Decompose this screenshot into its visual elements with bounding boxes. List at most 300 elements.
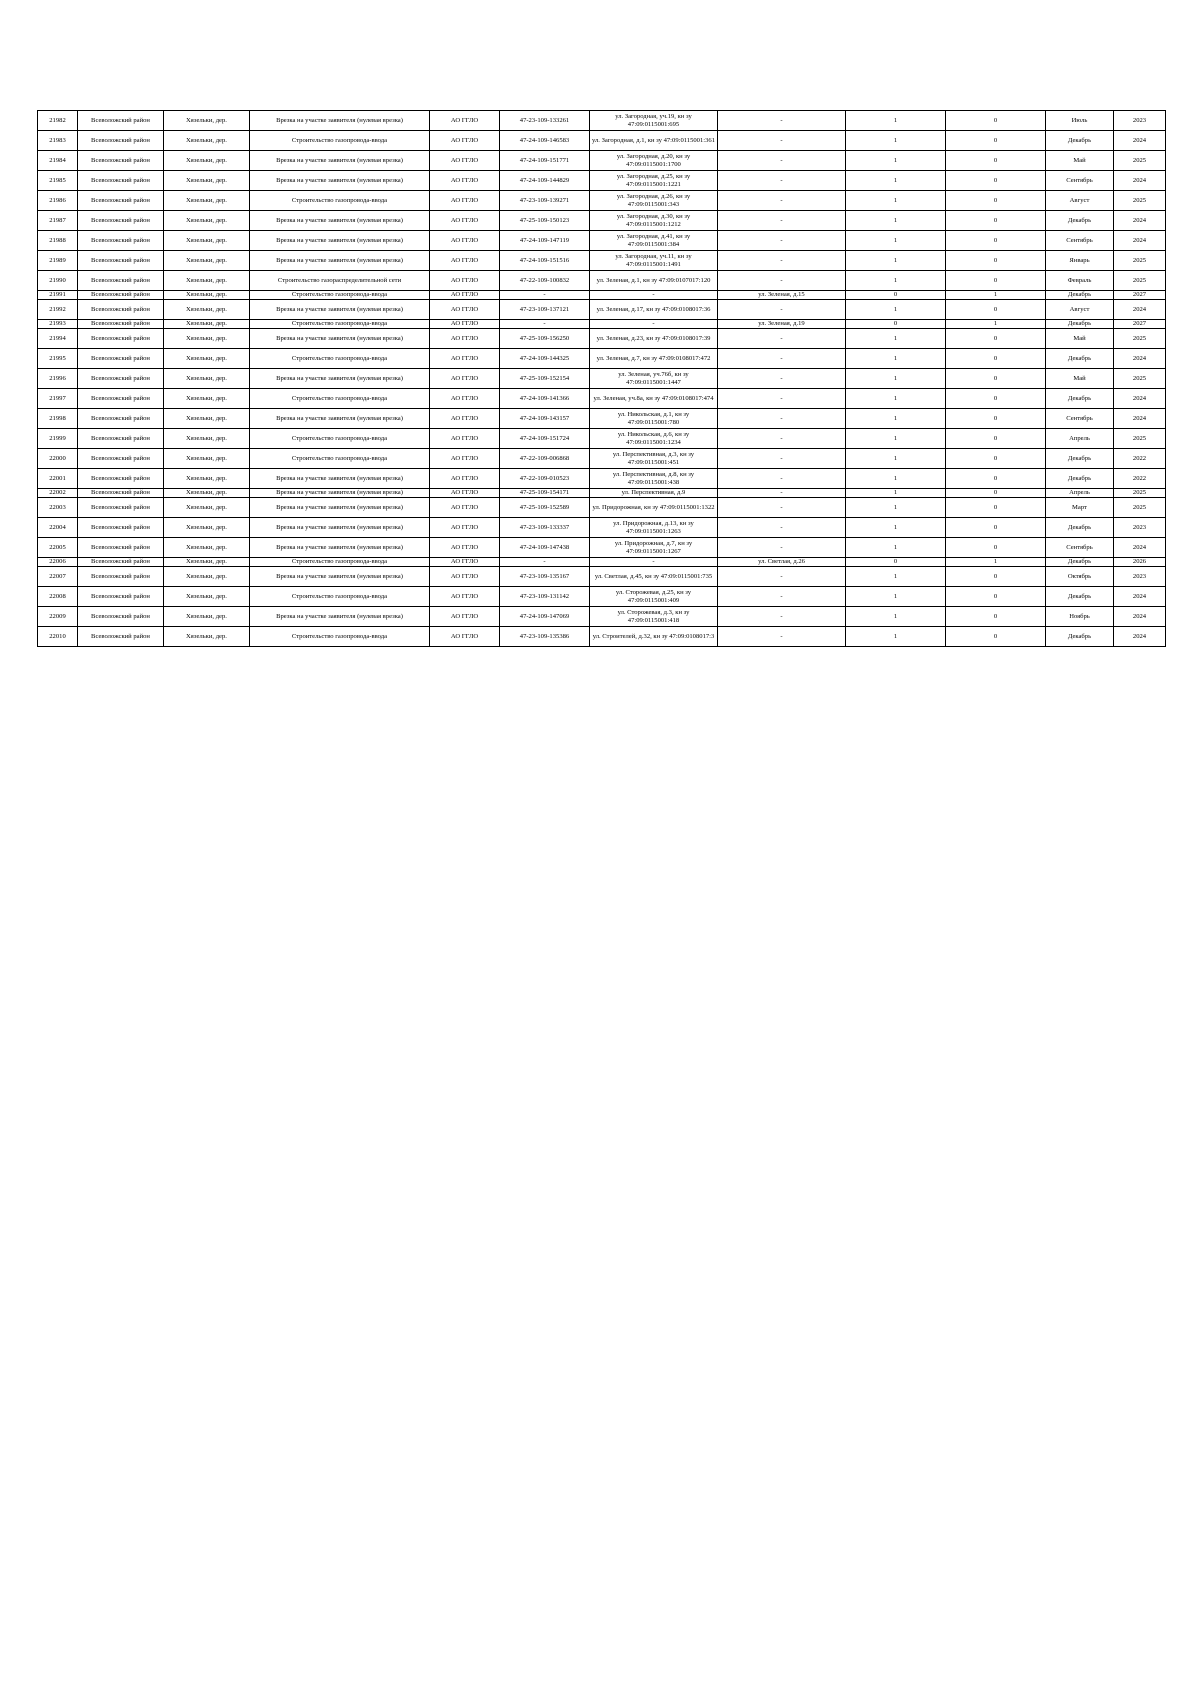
- request-number-cell: 47-23-109-133337: [500, 518, 590, 538]
- table-row: [38, 151, 1166, 171]
- month-cell: Сентябрь: [1046, 409, 1114, 429]
- planned-address-cell: -: [718, 449, 846, 469]
- work-type-cell: Врезка на участке заявителя (нулевая врезка): [250, 607, 430, 627]
- address-cadastral-cell: ул. Загородная, уч.19, кн зу 47:09:0115001:695: [590, 111, 718, 131]
- table-row: [38, 449, 1166, 469]
- year-cell: 2025: [1114, 489, 1166, 498]
- address-cadastral-cell: ул. Загородная, д.41, кн зу 47:09:0115001:384: [590, 231, 718, 251]
- year-cell: 2024: [1114, 587, 1166, 607]
- organization-cell: АО ГГЛО: [430, 131, 500, 151]
- address-cadastral-cell: ул. Светлая, д.45, кн зу 47:09:0115001:735: [590, 567, 718, 587]
- settlement-cell: Хязельки, дер.: [164, 329, 250, 349]
- address-cadastral-cell: ул. Зеленая, д.7, кн зу 47:09:0108017:472: [590, 349, 718, 369]
- count-b-cell: 0: [946, 489, 1046, 498]
- row-number-cell: 21983: [38, 131, 78, 151]
- count-b-cell: 0: [946, 271, 1046, 291]
- settlement-cell: Хязельки, дер.: [164, 251, 250, 271]
- count-a-cell: 1: [846, 469, 946, 489]
- request-number-cell: 47-24-109-151516: [500, 251, 590, 271]
- district-cell: Всеволожский район: [78, 320, 164, 329]
- settlement-cell: Хязельки, дер.: [164, 429, 250, 449]
- count-a-cell: 1: [846, 607, 946, 627]
- district-cell: Всеволожский район: [78, 231, 164, 251]
- organization-cell: АО ГГЛО: [430, 291, 500, 300]
- count-b-cell: 0: [946, 538, 1046, 558]
- table-row: [38, 607, 1166, 627]
- district-cell: Всеволожский район: [78, 291, 164, 300]
- row-number-cell: 21994: [38, 329, 78, 349]
- count-b-cell: 0: [946, 171, 1046, 191]
- work-type-cell: Строительство газопровода-ввода: [250, 558, 430, 567]
- work-type-cell: Врезка на участке заявителя (нулевая врезка): [250, 489, 430, 498]
- month-cell: Ноябрь: [1046, 607, 1114, 627]
- settlement-cell: Хязельки, дер.: [164, 449, 250, 469]
- district-cell: Всеволожский район: [78, 558, 164, 567]
- row-number-cell: 22005: [38, 538, 78, 558]
- table-row: [38, 231, 1166, 251]
- count-b-cell: 0: [946, 429, 1046, 449]
- settlement-cell: Хязельки, дер.: [164, 320, 250, 329]
- address-cadastral-cell: ул. Зеленая, д.23, кн зу 47:09:0108017:39: [590, 329, 718, 349]
- count-b-cell: 0: [946, 469, 1046, 489]
- row-number-cell: 21993: [38, 320, 78, 329]
- count-b-cell: 0: [946, 627, 1046, 647]
- planned-address-cell: -: [718, 489, 846, 498]
- address-cadastral-cell: ул. Зеленая, д.17, кн зу 47:09:0108017:36: [590, 300, 718, 320]
- request-number-cell: 47-25-109-150123: [500, 211, 590, 231]
- settlement-cell: Хязельки, дер.: [164, 538, 250, 558]
- planned-address-cell: ул. Зеленая, д.19: [718, 320, 846, 329]
- district-cell: Всеволожский район: [78, 111, 164, 131]
- district-cell: Всеволожский район: [78, 607, 164, 627]
- district-cell: Всеволожский район: [78, 498, 164, 518]
- year-cell: 2024: [1114, 300, 1166, 320]
- district-cell: Всеволожский район: [78, 538, 164, 558]
- planned-address-cell: -: [718, 469, 846, 489]
- year-cell: 2025: [1114, 151, 1166, 171]
- table-row: [38, 538, 1166, 558]
- district-cell: Всеволожский район: [78, 567, 164, 587]
- year-cell: 2022: [1114, 469, 1166, 489]
- year-cell: 2024: [1114, 607, 1166, 627]
- month-cell: Декабрь: [1046, 320, 1114, 329]
- work-type-cell: Строительство газопровода-ввода: [250, 627, 430, 647]
- count-b-cell: 0: [946, 349, 1046, 369]
- request-number-cell: 47-24-109-151724: [500, 429, 590, 449]
- count-b-cell: 0: [946, 329, 1046, 349]
- address-cadastral-cell: -: [590, 558, 718, 567]
- year-cell: 2026: [1114, 558, 1166, 567]
- request-number-cell: -: [500, 558, 590, 567]
- settlement-cell: Хязельки, дер.: [164, 171, 250, 191]
- organization-cell: АО ГГЛО: [430, 627, 500, 647]
- planned-address-cell: -: [718, 607, 846, 627]
- month-cell: Сентябрь: [1046, 231, 1114, 251]
- count-b-cell: 0: [946, 151, 1046, 171]
- table-row: [38, 329, 1166, 349]
- month-cell: Декабрь: [1046, 291, 1114, 300]
- month-cell: Май: [1046, 369, 1114, 389]
- row-number-cell: 21999: [38, 429, 78, 449]
- month-cell: Декабрь: [1046, 131, 1114, 151]
- district-cell: Всеволожский район: [78, 469, 164, 489]
- planned-address-cell: -: [718, 518, 846, 538]
- organization-cell: АО ГГЛО: [430, 211, 500, 231]
- work-type-cell: Врезка на участке заявителя (нулевая врезка): [250, 111, 430, 131]
- month-cell: Октябрь: [1046, 567, 1114, 587]
- settlement-cell: Хязельки, дер.: [164, 231, 250, 251]
- row-number-cell: 22001: [38, 469, 78, 489]
- count-b-cell: 0: [946, 409, 1046, 429]
- settlement-cell: Хязельки, дер.: [164, 151, 250, 171]
- year-cell: 2024: [1114, 231, 1166, 251]
- planned-address-cell: -: [718, 587, 846, 607]
- settlement-cell: Хязельки, дер.: [164, 498, 250, 518]
- work-type-cell: Строительство газопровода-ввода: [250, 429, 430, 449]
- planned-address-cell: -: [718, 271, 846, 291]
- planned-address-cell: -: [718, 498, 846, 518]
- settlement-cell: Хязельки, дер.: [164, 271, 250, 291]
- row-number-cell: 21988: [38, 231, 78, 251]
- planned-address-cell: -: [718, 567, 846, 587]
- year-cell: 2025: [1114, 191, 1166, 211]
- request-number-cell: 47-24-109-147119: [500, 231, 590, 251]
- count-b-cell: 0: [946, 191, 1046, 211]
- month-cell: Сентябрь: [1046, 171, 1114, 191]
- count-a-cell: 1: [846, 329, 946, 349]
- count-a-cell: 1: [846, 498, 946, 518]
- request-number-cell: 47-23-109-139271: [500, 191, 590, 211]
- address-cadastral-cell: ул. Зеленая, уч.76б, кн зу 47:09:0115001:1447: [590, 369, 718, 389]
- table-row: [38, 409, 1166, 429]
- row-number-cell: 21984: [38, 151, 78, 171]
- planned-address-cell: -: [718, 538, 846, 558]
- row-number-cell: 21996: [38, 369, 78, 389]
- month-cell: Апрель: [1046, 429, 1114, 449]
- document-page: [37, 110, 1165, 647]
- request-number-cell: 47-22-109-006868: [500, 449, 590, 469]
- month-cell: Декабрь: [1046, 449, 1114, 469]
- row-number-cell: 22006: [38, 558, 78, 567]
- count-a-cell: 1: [846, 518, 946, 538]
- count-a-cell: 1: [846, 409, 946, 429]
- planned-address-cell: -: [718, 349, 846, 369]
- row-number-cell: 22009: [38, 607, 78, 627]
- row-number-cell: 22007: [38, 567, 78, 587]
- settlement-cell: Хязельки, дер.: [164, 300, 250, 320]
- row-number-cell: 21987: [38, 211, 78, 231]
- count-a-cell: 0: [846, 320, 946, 329]
- month-cell: Май: [1046, 329, 1114, 349]
- count-b-cell: 0: [946, 111, 1046, 131]
- count-a-cell: 1: [846, 369, 946, 389]
- count-b-cell: 0: [946, 389, 1046, 409]
- organization-cell: АО ГГЛО: [430, 518, 500, 538]
- work-type-cell: Врезка на участке заявителя (нулевая врезка): [250, 231, 430, 251]
- table-row: [38, 291, 1166, 300]
- row-number-cell: 21998: [38, 409, 78, 429]
- table-row: [38, 469, 1166, 489]
- year-cell: 2024: [1114, 409, 1166, 429]
- address-cadastral-cell: -: [590, 320, 718, 329]
- address-cadastral-cell: ул. Придорожная, д.7, кн зу 47:09:0115001:1267: [590, 538, 718, 558]
- planned-address-cell: -: [718, 211, 846, 231]
- settlement-cell: Хязельки, дер.: [164, 409, 250, 429]
- work-type-cell: Строительство газопровода-ввода: [250, 320, 430, 329]
- count-a-cell: 1: [846, 627, 946, 647]
- district-cell: Всеволожский район: [78, 131, 164, 151]
- request-number-cell: 47-25-109-156250: [500, 329, 590, 349]
- row-number-cell: 22000: [38, 449, 78, 469]
- district-cell: Всеволожский район: [78, 389, 164, 409]
- planned-address-cell: -: [718, 409, 846, 429]
- settlement-cell: Хязельки, дер.: [164, 211, 250, 231]
- district-cell: Всеволожский район: [78, 191, 164, 211]
- planned-address-cell: -: [718, 111, 846, 131]
- table-row: [38, 429, 1166, 449]
- year-cell: 2024: [1114, 538, 1166, 558]
- district-cell: Всеволожский район: [78, 518, 164, 538]
- month-cell: Февраль: [1046, 271, 1114, 291]
- request-number-cell: 47-25-109-152589: [500, 498, 590, 518]
- count-a-cell: 0: [846, 291, 946, 300]
- request-number-cell: 47-25-109-152154: [500, 369, 590, 389]
- count-a-cell: 1: [846, 211, 946, 231]
- district-cell: Всеволожский район: [78, 329, 164, 349]
- settlement-cell: Хязельки, дер.: [164, 389, 250, 409]
- planned-address-cell: -: [718, 171, 846, 191]
- row-number-cell: 22008: [38, 587, 78, 607]
- request-number-cell: 47-24-109-147069: [500, 607, 590, 627]
- organization-cell: АО ГГЛО: [430, 251, 500, 271]
- address-cadastral-cell: ул. Никольская, д.6, кн зу 47:09:0115001:1234: [590, 429, 718, 449]
- settlement-cell: Хязельки, дер.: [164, 607, 250, 627]
- gas-connection-table: [37, 110, 1166, 647]
- district-cell: Всеволожский район: [78, 171, 164, 191]
- year-cell: 2022: [1114, 449, 1166, 469]
- organization-cell: АО ГГЛО: [430, 271, 500, 291]
- organization-cell: АО ГГЛО: [430, 300, 500, 320]
- count-b-cell: 0: [946, 211, 1046, 231]
- request-number-cell: -: [500, 291, 590, 300]
- planned-address-cell: -: [718, 131, 846, 151]
- count-a-cell: 1: [846, 171, 946, 191]
- count-b-cell: 0: [946, 251, 1046, 271]
- month-cell: Март: [1046, 498, 1114, 518]
- organization-cell: АО ГГЛО: [430, 369, 500, 389]
- address-cadastral-cell: ул. Сторожевая, д.25, кн зу 47:09:0115001:409: [590, 587, 718, 607]
- month-cell: Декабрь: [1046, 211, 1114, 231]
- work-type-cell: Врезка на участке заявителя (нулевая врезка): [250, 518, 430, 538]
- district-cell: Всеволожский район: [78, 151, 164, 171]
- month-cell: Декабрь: [1046, 558, 1114, 567]
- request-number-cell: 47-24-109-141366: [500, 389, 590, 409]
- planned-address-cell: ул. Зеленая, д.15: [718, 291, 846, 300]
- organization-cell: АО ГГЛО: [430, 320, 500, 329]
- year-cell: 2027: [1114, 320, 1166, 329]
- year-cell: 2025: [1114, 429, 1166, 449]
- count-a-cell: 1: [846, 489, 946, 498]
- work-type-cell: Строительство газопровода-ввода: [250, 191, 430, 211]
- address-cadastral-cell: ул. Придорожная, д.13, кн зу 47:09:0115001:1263: [590, 518, 718, 538]
- work-type-cell: Врезка на участке заявителя (нулевая врезка): [250, 251, 430, 271]
- work-type-cell: Врезка на участке заявителя (нулевая врезка): [250, 171, 430, 191]
- month-cell: Декабрь: [1046, 469, 1114, 489]
- settlement-cell: Хязельки, дер.: [164, 558, 250, 567]
- organization-cell: АО ГГЛО: [430, 587, 500, 607]
- year-cell: 2025: [1114, 369, 1166, 389]
- request-number-cell: 47-23-109-135167: [500, 567, 590, 587]
- district-cell: Всеволожский район: [78, 627, 164, 647]
- address-cadastral-cell: ул. Загородная, д.1, кн зу 47:09:0115001:361: [590, 131, 718, 151]
- count-b-cell: 0: [946, 449, 1046, 469]
- row-number-cell: 21989: [38, 251, 78, 271]
- count-a-cell: 1: [846, 111, 946, 131]
- count-b-cell: 0: [946, 300, 1046, 320]
- count-a-cell: 1: [846, 251, 946, 271]
- organization-cell: АО ГГЛО: [430, 567, 500, 587]
- work-type-cell: Строительство газопровода-ввода: [250, 587, 430, 607]
- table-row: [38, 489, 1166, 498]
- year-cell: 2024: [1114, 171, 1166, 191]
- address-cadastral-cell: -: [590, 291, 718, 300]
- count-b-cell: 1: [946, 558, 1046, 567]
- organization-cell: АО ГГЛО: [430, 449, 500, 469]
- planned-address-cell: -: [718, 389, 846, 409]
- planned-address-cell: ул. Светлая, д.26: [718, 558, 846, 567]
- year-cell: 2023: [1114, 111, 1166, 131]
- organization-cell: АО ГГЛО: [430, 607, 500, 627]
- table-row: [38, 349, 1166, 369]
- planned-address-cell: -: [718, 251, 846, 271]
- year-cell: 2024: [1114, 389, 1166, 409]
- count-b-cell: 1: [946, 320, 1046, 329]
- settlement-cell: Хязельки, дер.: [164, 518, 250, 538]
- organization-cell: АО ГГЛО: [430, 151, 500, 171]
- address-cadastral-cell: ул. Никольская, д.1, кн зу 47:09:0115001:780: [590, 409, 718, 429]
- district-cell: Всеволожский район: [78, 271, 164, 291]
- count-a-cell: 1: [846, 300, 946, 320]
- count-a-cell: 1: [846, 538, 946, 558]
- request-number-cell: 47-24-109-146583: [500, 131, 590, 151]
- count-b-cell: 0: [946, 567, 1046, 587]
- organization-cell: АО ГГЛО: [430, 409, 500, 429]
- work-type-cell: Врезка на участке заявителя (нулевая врезка): [250, 329, 430, 349]
- request-number-cell: 47-24-109-144325: [500, 349, 590, 369]
- district-cell: Всеволожский район: [78, 211, 164, 231]
- count-a-cell: 1: [846, 429, 946, 449]
- work-type-cell: Врезка на участке заявителя (нулевая врезка): [250, 469, 430, 489]
- request-number-cell: 47-24-109-144829: [500, 171, 590, 191]
- work-type-cell: Врезка на участке заявителя (нулевая врезка): [250, 369, 430, 389]
- address-cadastral-cell: ул. Перспективная, д.8, кн зу 47:09:0115001:438: [590, 469, 718, 489]
- table-row: [38, 111, 1166, 131]
- district-cell: Всеволожский район: [78, 587, 164, 607]
- organization-cell: АО ГГЛО: [430, 389, 500, 409]
- row-number-cell: 21985: [38, 171, 78, 191]
- table-row: [38, 131, 1166, 151]
- count-a-cell: 0: [846, 558, 946, 567]
- settlement-cell: Хязельки, дер.: [164, 587, 250, 607]
- work-type-cell: Врезка на участке заявителя (нулевая врезка): [250, 151, 430, 171]
- count-a-cell: 1: [846, 231, 946, 251]
- count-b-cell: 0: [946, 607, 1046, 627]
- month-cell: Август: [1046, 191, 1114, 211]
- address-cadastral-cell: ул. Строителей, д.32, кн зу 47:09:0108017:3: [590, 627, 718, 647]
- organization-cell: АО ГГЛО: [430, 111, 500, 131]
- district-cell: Всеволожский район: [78, 449, 164, 469]
- address-cadastral-cell: ул. Загородная, д.25, кн зу 47:09:0115001:1221: [590, 171, 718, 191]
- settlement-cell: Хязельки, дер.: [164, 291, 250, 300]
- planned-address-cell: -: [718, 627, 846, 647]
- count-b-cell: 0: [946, 498, 1046, 518]
- address-cadastral-cell: ул. Зеленая, уч.8а, кн зу 47:09:0108017:474: [590, 389, 718, 409]
- year-cell: 2025: [1114, 498, 1166, 518]
- organization-cell: АО ГГЛО: [430, 231, 500, 251]
- request-number-cell: 47-24-109-147438: [500, 538, 590, 558]
- address-cadastral-cell: ул. Сторожевая, д.3, кн зу 47:09:0115001:418: [590, 607, 718, 627]
- settlement-cell: Хязельки, дер.: [164, 627, 250, 647]
- organization-cell: АО ГГЛО: [430, 469, 500, 489]
- work-type-cell: Врезка на участке заявителя (нулевая врезка): [250, 409, 430, 429]
- count-b-cell: 0: [946, 369, 1046, 389]
- planned-address-cell: -: [718, 369, 846, 389]
- planned-address-cell: -: [718, 191, 846, 211]
- count-b-cell: 1: [946, 291, 1046, 300]
- request-number-cell: 47-24-109-151771: [500, 151, 590, 171]
- year-cell: 2025: [1114, 271, 1166, 291]
- work-type-cell: Врезка на участке заявителя (нулевая врезка): [250, 498, 430, 518]
- table-row: [38, 191, 1166, 211]
- table-row: [38, 558, 1166, 567]
- month-cell: Декабрь: [1046, 389, 1114, 409]
- row-number-cell: 21992: [38, 300, 78, 320]
- settlement-cell: Хязельки, дер.: [164, 489, 250, 498]
- row-number-cell: 21990: [38, 271, 78, 291]
- address-cadastral-cell: ул. Придорожная, кн зу 47:09:0115001:1322: [590, 498, 718, 518]
- settlement-cell: Хязельки, дер.: [164, 131, 250, 151]
- count-a-cell: 1: [846, 567, 946, 587]
- row-number-cell: 22002: [38, 489, 78, 498]
- month-cell: Декабрь: [1046, 349, 1114, 369]
- work-type-cell: Врезка на участке заявителя (нулевая врезка): [250, 211, 430, 231]
- count-a-cell: 1: [846, 151, 946, 171]
- work-type-cell: Строительство газопровода-ввода: [250, 291, 430, 300]
- request-number-cell: 47-24-109-143157: [500, 409, 590, 429]
- count-a-cell: 1: [846, 131, 946, 151]
- settlement-cell: Хязельки, дер.: [164, 191, 250, 211]
- planned-address-cell: -: [718, 300, 846, 320]
- month-cell: Декабрь: [1046, 587, 1114, 607]
- planned-address-cell: -: [718, 429, 846, 449]
- request-number-cell: 47-23-109-135386: [500, 627, 590, 647]
- organization-cell: АО ГГЛО: [430, 538, 500, 558]
- planned-address-cell: -: [718, 329, 846, 349]
- district-cell: Всеволожский район: [78, 409, 164, 429]
- row-number-cell: 22010: [38, 627, 78, 647]
- address-cadastral-cell: ул. Перспективная, д.9: [590, 489, 718, 498]
- row-number-cell: 21997: [38, 389, 78, 409]
- organization-cell: АО ГГЛО: [430, 349, 500, 369]
- request-number-cell: 47-22-109-010523: [500, 469, 590, 489]
- district-cell: Всеволожский район: [78, 251, 164, 271]
- month-cell: Май: [1046, 151, 1114, 171]
- settlement-cell: Хязельки, дер.: [164, 567, 250, 587]
- district-cell: Всеволожский район: [78, 300, 164, 320]
- table-row: [38, 498, 1166, 518]
- count-b-cell: 0: [946, 518, 1046, 538]
- planned-address-cell: -: [718, 231, 846, 251]
